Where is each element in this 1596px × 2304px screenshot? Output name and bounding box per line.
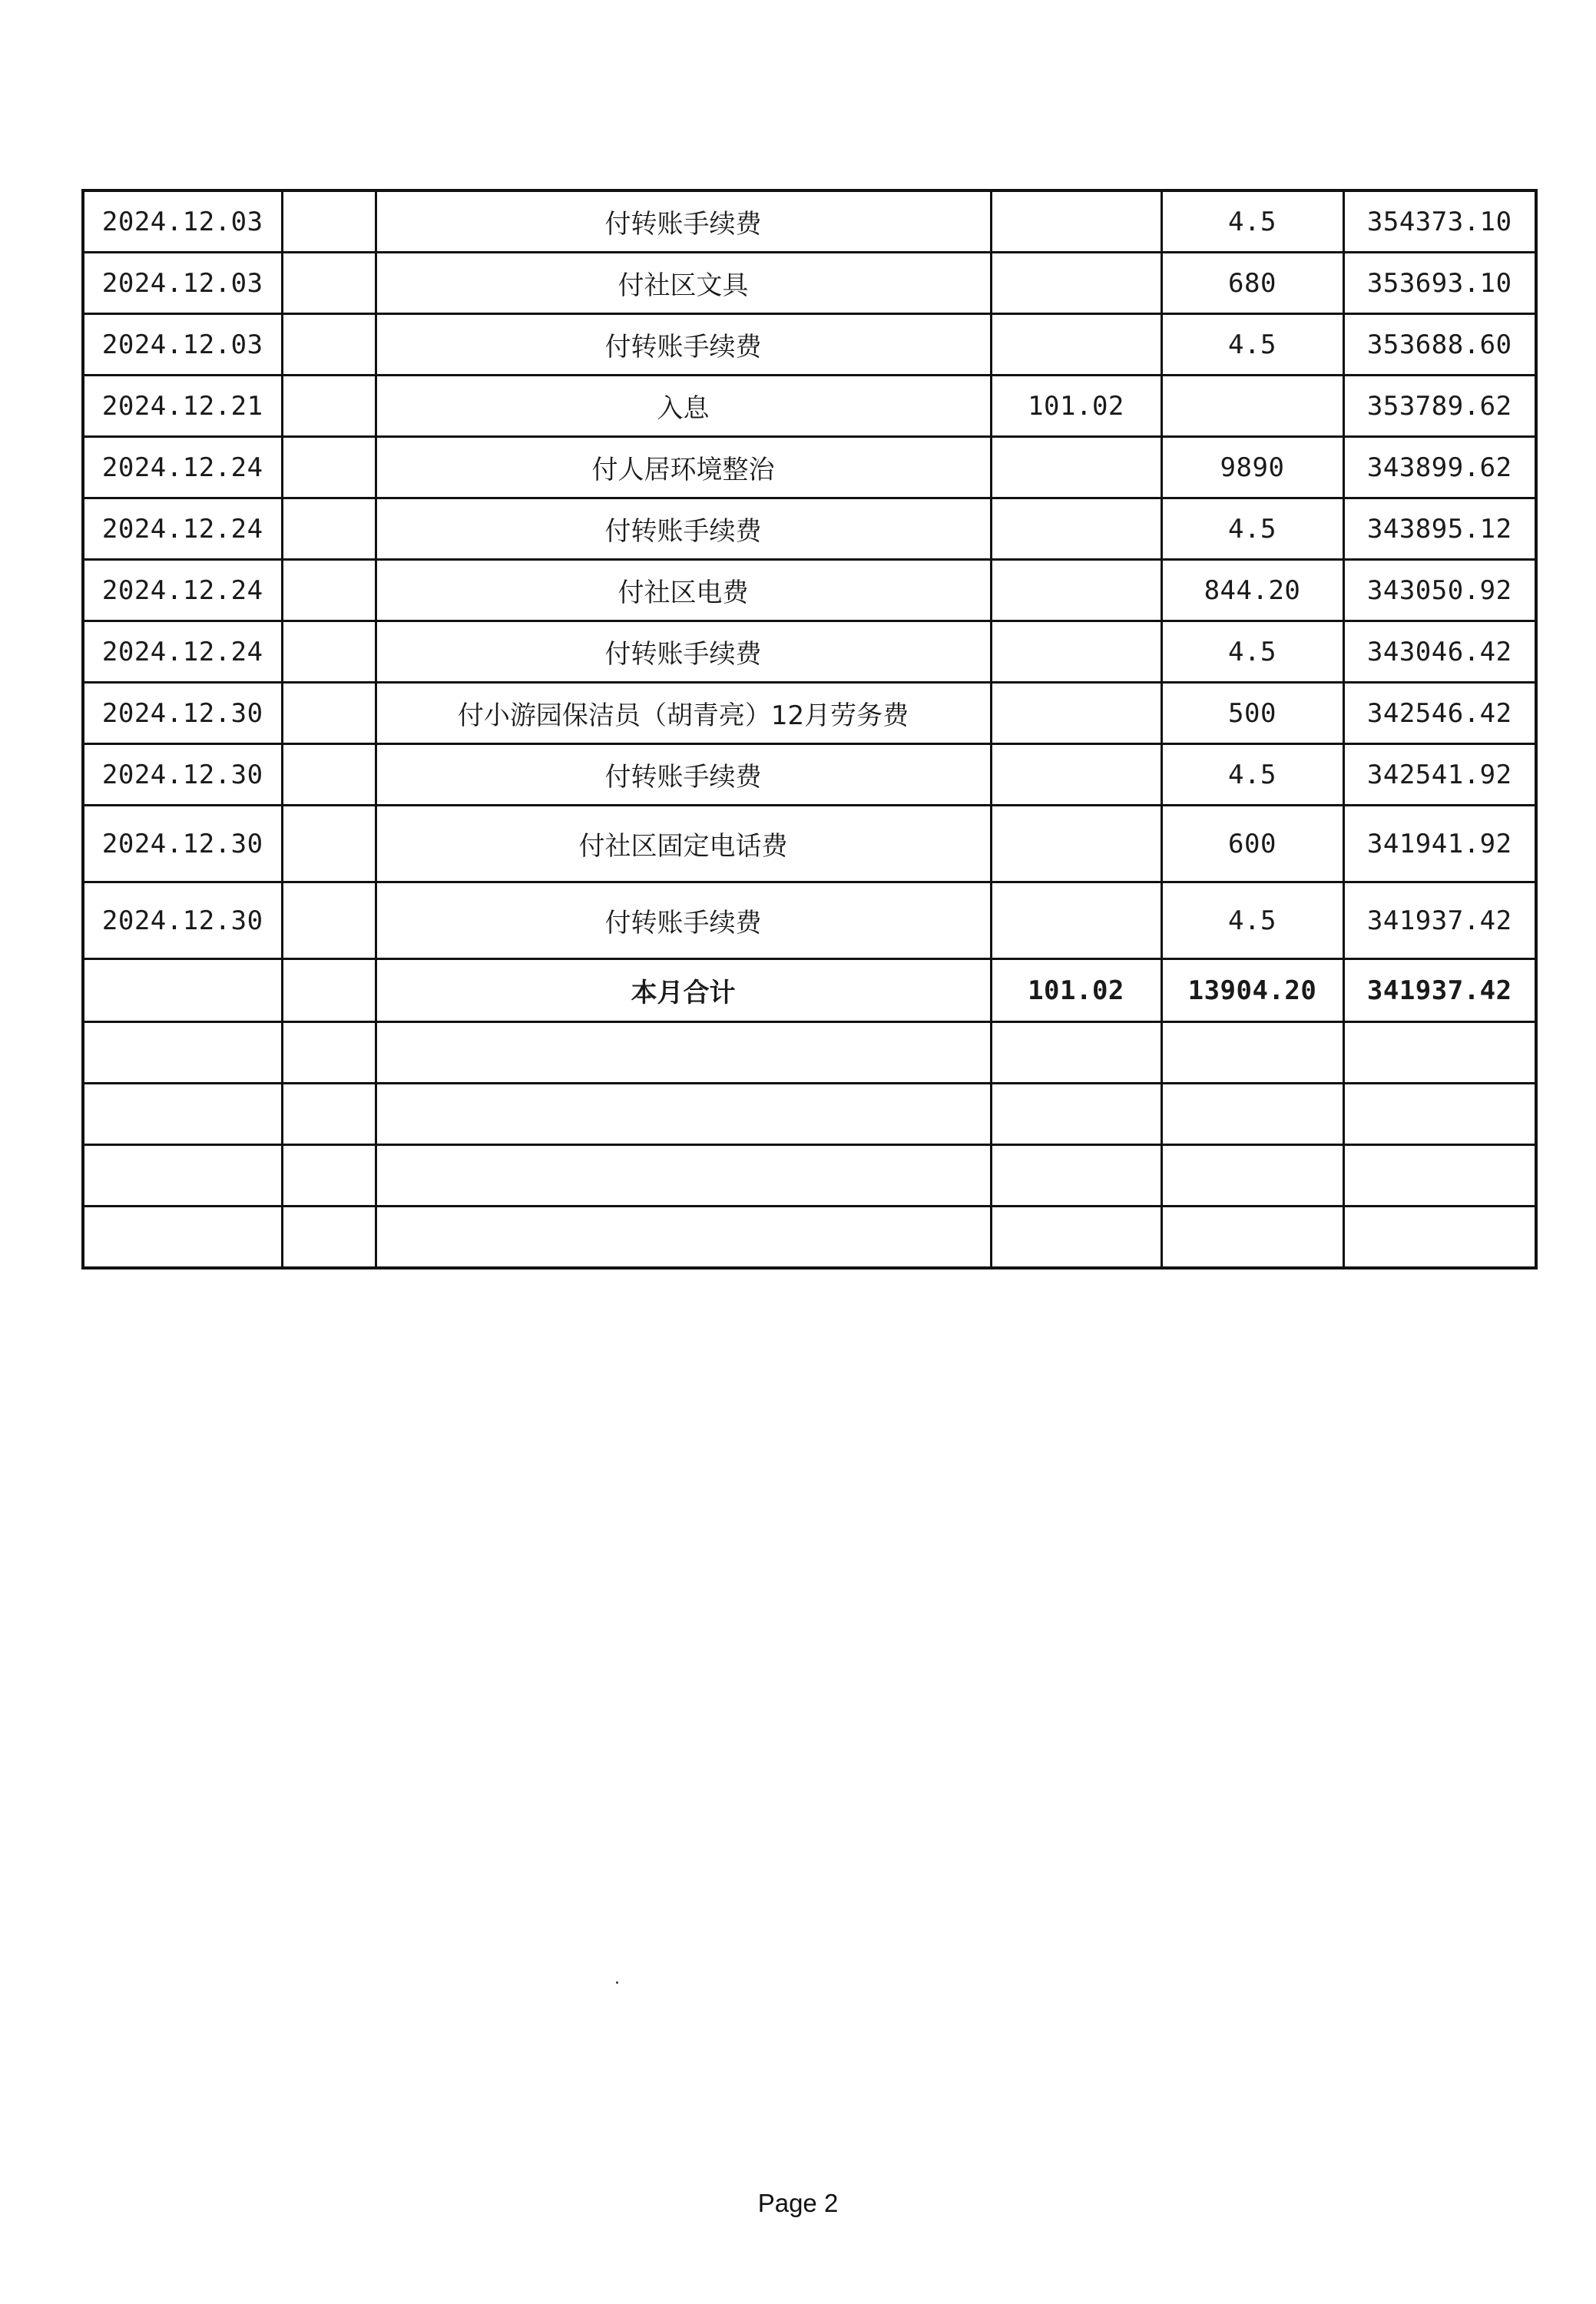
blank-row bbox=[83, 1145, 1536, 1207]
page-number: Page 2 bbox=[757, 2189, 839, 2217]
date-cell: 2024.12.21 bbox=[83, 376, 282, 437]
total-income: 101.02 bbox=[991, 959, 1161, 1022]
description-cell: 付小游园保洁员（胡青亮）12月劳务费 bbox=[376, 683, 991, 744]
description-cell: 付转账手续费 bbox=[376, 744, 991, 806]
expense-cell: 4.5 bbox=[1161, 621, 1343, 683]
blank-row bbox=[83, 1022, 1536, 1084]
table-row bbox=[83, 806, 1536, 882]
empty-cell bbox=[991, 1084, 1161, 1145]
empty-cell bbox=[1343, 1084, 1536, 1145]
expense-cell bbox=[1161, 376, 1343, 437]
date-cell: 2024.12.24 bbox=[83, 621, 282, 683]
expense-cell: 4.5 bbox=[1161, 882, 1343, 959]
description-cell: 入息 bbox=[376, 376, 991, 437]
empty-cell bbox=[376, 1022, 991, 1084]
empty-cell bbox=[282, 376, 376, 437]
empty-cell bbox=[991, 1022, 1161, 1084]
balance-cell: 353688.60 bbox=[1343, 314, 1536, 376]
empty-cell bbox=[282, 882, 376, 959]
empty-cell bbox=[991, 1145, 1161, 1207]
total-row bbox=[83, 959, 1536, 1022]
description-cell: 付转账手续费 bbox=[376, 314, 991, 376]
ledger-body bbox=[83, 190, 1536, 1268]
table-row bbox=[83, 253, 1536, 314]
empty-cell bbox=[282, 498, 376, 560]
balance-cell: 341941.92 bbox=[1343, 806, 1536, 882]
income-cell bbox=[991, 253, 1161, 314]
empty-cell bbox=[376, 1145, 991, 1207]
income-cell bbox=[991, 190, 1161, 253]
table-row bbox=[83, 314, 1536, 376]
income-cell bbox=[991, 683, 1161, 744]
empty-cell bbox=[1161, 1207, 1343, 1269]
date-cell: 2024.12.24 bbox=[83, 437, 282, 498]
date-cell: 2024.12.03 bbox=[83, 253, 282, 314]
balance-cell: 343050.92 bbox=[1343, 560, 1536, 621]
income-cell bbox=[991, 560, 1161, 621]
balance-cell: 343046.42 bbox=[1343, 621, 1536, 683]
empty-cell bbox=[282, 314, 376, 376]
empty-cell bbox=[83, 1207, 282, 1269]
date-cell: 2024.12.30 bbox=[83, 683, 282, 744]
expense-cell: 680 bbox=[1161, 253, 1343, 314]
income-cell bbox=[991, 437, 1161, 498]
total-expense: 13904.20 bbox=[1161, 959, 1343, 1022]
empty-cell bbox=[991, 1207, 1161, 1269]
empty-cell bbox=[1343, 1145, 1536, 1207]
description-cell: 付转账手续费 bbox=[376, 498, 991, 560]
income-cell bbox=[991, 314, 1161, 376]
empty-cell bbox=[282, 190, 376, 253]
income-cell: 101.02 bbox=[991, 376, 1161, 437]
expense-cell: 9890 bbox=[1161, 437, 1343, 498]
description-cell: 付转账手续费 bbox=[376, 190, 991, 253]
empty-cell bbox=[282, 1145, 376, 1207]
empty-cell bbox=[83, 1084, 282, 1145]
date-cell: 2024.12.03 bbox=[83, 314, 282, 376]
description-cell: 付社区固定电话费 bbox=[376, 806, 991, 882]
total-balance: 341937.42 bbox=[1343, 959, 1536, 1022]
empty-cell bbox=[1161, 1145, 1343, 1207]
date-cell: 2024.12.30 bbox=[83, 744, 282, 806]
balance-cell: 353789.62 bbox=[1343, 376, 1536, 437]
expense-cell: 4.5 bbox=[1161, 744, 1343, 806]
date-cell: 2024.12.24 bbox=[83, 560, 282, 621]
income-cell bbox=[991, 621, 1161, 683]
empty-cell bbox=[282, 621, 376, 683]
expense-cell: 4.5 bbox=[1161, 190, 1343, 253]
table-row bbox=[83, 376, 1536, 437]
description-cell: 付转账手续费 bbox=[376, 882, 991, 959]
balance-cell: 354373.10 bbox=[1343, 190, 1536, 253]
balance-cell: 343895.12 bbox=[1343, 498, 1536, 560]
description-cell: 付社区电费 bbox=[376, 560, 991, 621]
empty-cell bbox=[376, 1207, 991, 1269]
expense-cell: 844.20 bbox=[1161, 560, 1343, 621]
empty-cell bbox=[282, 253, 376, 314]
empty-cell bbox=[1343, 1207, 1536, 1269]
empty-cell bbox=[83, 1145, 282, 1207]
income-cell bbox=[991, 806, 1161, 882]
empty-cell bbox=[83, 959, 282, 1022]
empty-cell bbox=[282, 560, 376, 621]
ledger-table bbox=[81, 189, 1538, 1270]
table-row bbox=[83, 560, 1536, 621]
description-cell: 付社区文具 bbox=[376, 253, 991, 314]
table-row bbox=[83, 190, 1536, 253]
empty-cell bbox=[1161, 1084, 1343, 1145]
description-cell: 付人居环境整治 bbox=[376, 437, 991, 498]
scan-speck bbox=[616, 1981, 618, 1984]
empty-cell bbox=[282, 744, 376, 806]
empty-cell bbox=[376, 1084, 991, 1145]
table-row bbox=[83, 744, 1536, 806]
date-cell: 2024.12.30 bbox=[83, 806, 282, 882]
date-cell: 2024.12.30 bbox=[83, 882, 282, 959]
balance-cell: 343899.62 bbox=[1343, 437, 1536, 498]
total-label: 本月合计 bbox=[376, 959, 991, 1022]
income-cell bbox=[991, 744, 1161, 806]
description-cell: 付转账手续费 bbox=[376, 621, 991, 683]
income-cell bbox=[991, 882, 1161, 959]
expense-cell: 500 bbox=[1161, 683, 1343, 744]
empty-cell bbox=[1343, 1022, 1536, 1084]
table-row bbox=[83, 882, 1536, 959]
table-row bbox=[83, 621, 1536, 683]
expense-cell: 4.5 bbox=[1161, 314, 1343, 376]
expense-cell: 4.5 bbox=[1161, 498, 1343, 560]
balance-cell: 341937.42 bbox=[1343, 882, 1536, 959]
empty-cell bbox=[282, 683, 376, 744]
date-cell: 2024.12.24 bbox=[83, 498, 282, 560]
table-row bbox=[83, 498, 1536, 560]
empty-cell bbox=[282, 1207, 376, 1269]
empty-cell bbox=[282, 1084, 376, 1145]
income-cell bbox=[991, 498, 1161, 560]
empty-cell bbox=[282, 806, 376, 882]
empty-cell bbox=[282, 437, 376, 498]
balance-cell: 342546.42 bbox=[1343, 683, 1536, 744]
empty-cell bbox=[1161, 1022, 1343, 1084]
table-row bbox=[83, 437, 1536, 498]
empty-cell bbox=[282, 1022, 376, 1084]
balance-cell: 353693.10 bbox=[1343, 253, 1536, 314]
blank-row bbox=[83, 1207, 1536, 1269]
expense-cell: 600 bbox=[1161, 806, 1343, 882]
balance-cell: 342541.92 bbox=[1343, 744, 1536, 806]
table-row bbox=[83, 683, 1536, 744]
empty-cell bbox=[282, 959, 376, 1022]
date-cell: 2024.12.03 bbox=[83, 190, 282, 253]
blank-row bbox=[83, 1084, 1536, 1145]
empty-cell bbox=[83, 1022, 282, 1084]
